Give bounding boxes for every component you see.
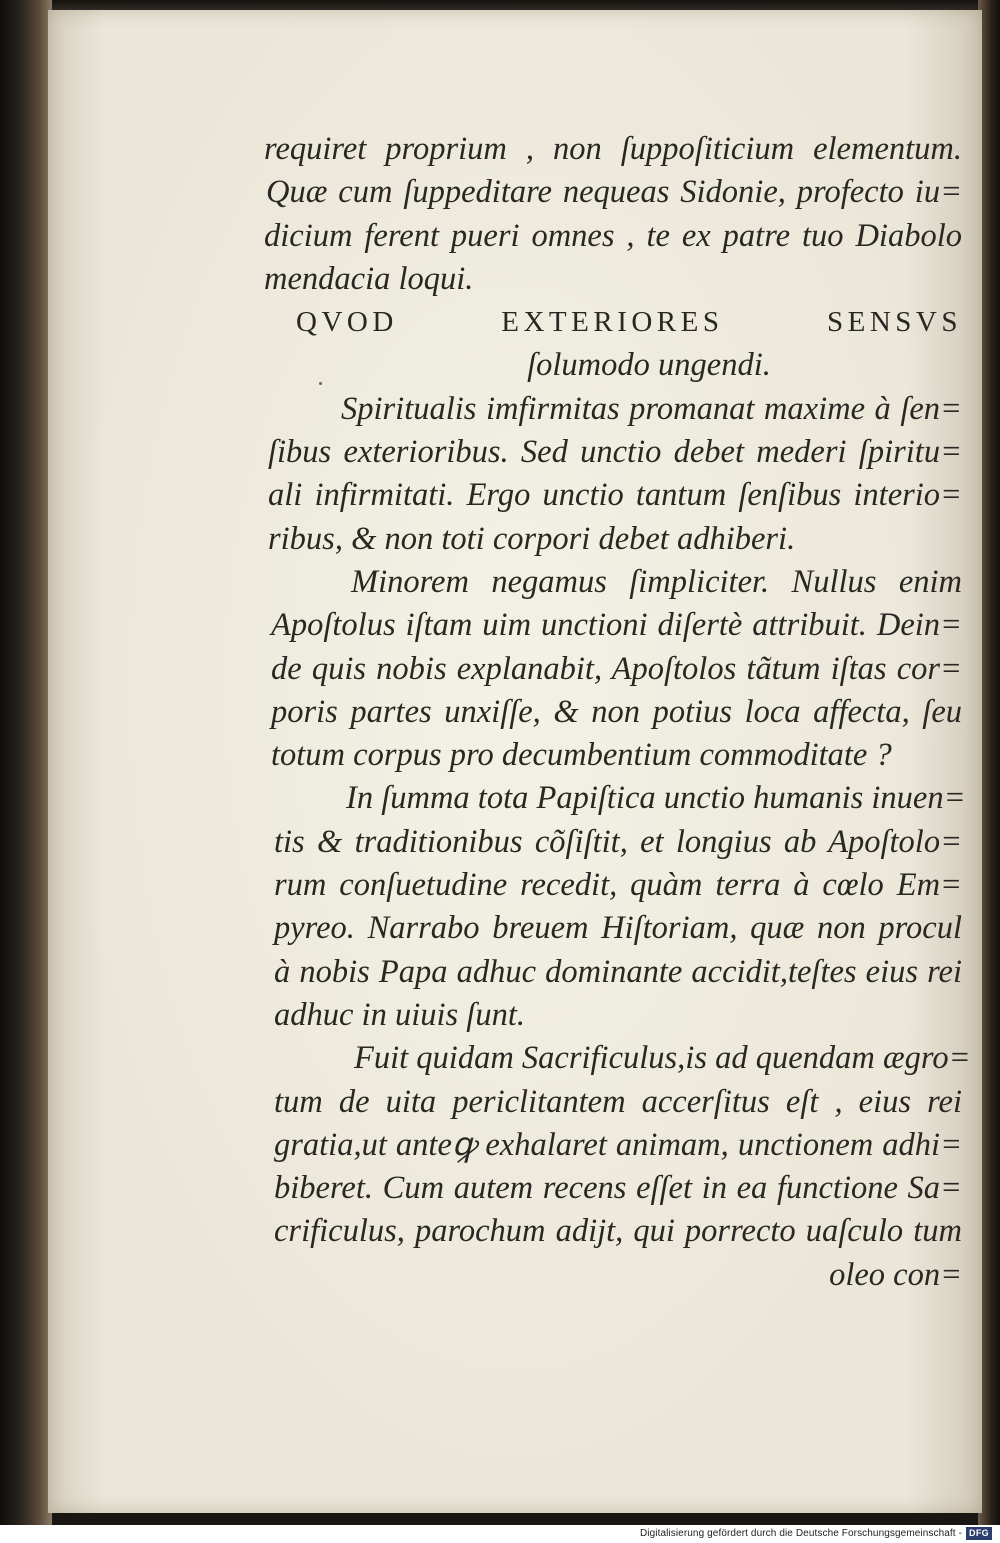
text-line: ſibus exterioribus. Sed unctio debet mederi ſpiritu= [268,434,962,471]
text-line: biberet. Cum autem recens eſſet in ea functione Sa= [274,1170,962,1207]
text-line: ribus, & non toti corpori debet adhiberi. [268,520,796,557]
text-line: ali infirmitati. Ergo unctio tantum ſenſibus interio= [268,477,962,514]
digitization-credit: Digitalisierung gefördert durch die Deutsche Forschungsgemeinschaft - [639,1528,962,1539]
text-line: mendacia loqui. [264,260,474,297]
text-line: dicium ferent pueri omnes , te ex patre tuo Diabolo [264,217,962,254]
page-text [216,128,971,1297]
text-line: rum conſuetudine recedit, quàm terra à cœlo Em= [274,867,962,904]
text-line: gratia,ut anteꝙ exhalaret animam, unctionem adhi= [274,1126,962,1163]
section-subheading: ſolumodo ungendi. [527,347,771,384]
text-line: Fuit quidam Sacrificulus,is ad quendam ægro= [354,1040,971,1077]
text-line: pyreo. Narrabo breuem Hiſtoriam, quæ non procul [274,910,962,947]
text-line: adhuc in uiuis ſunt. [274,996,525,1033]
text-line: de quis nobis explanabit, Apoſtolos tãtum iſtas cor= [271,650,962,687]
text-line: Quæ cum ſuppeditare nequeas Sidonie, profecto iu= [266,174,962,211]
catchword: oleo con= [829,1256,962,1293]
dfg-logo: DFG [966,1527,992,1540]
text-line: totum corpus pro decumbentium commoditate ? [271,737,892,774]
text-line: Minorem negamus ſimpliciter. Nullus enim [351,563,962,600]
section-heading: QVOD EXTERIORES SENSVS [296,306,962,339]
text-line: In ſumma tota Papiſtica unctio humanis inuen= [346,780,966,817]
text-line: Spiritualis imfirmitas promanat maxime à ſen= [341,390,962,427]
text-line: Apoſtolus iſtam uim unctioni diſertè attribuit. Dein= [271,607,962,644]
scan-border-left [0,0,52,1525]
text-line: crificulus, parochum adijt, qui porrecto uaſculo tum [274,1213,962,1250]
text-line: tum de uita periclitantem accerſitus eſt , eius rei [274,1083,962,1120]
text-line: requiret proprium , non ſuppoſiticium elementum. [264,131,962,167]
text-line: à nobis Papa adhuc dominante accidit,teſtes eius rei [274,953,962,990]
text-line: tis & traditionibus cõſiſtit, et longius ab Apoſtolo= [274,823,962,860]
text-line: poris partes unxiſſe, & non potius loca affecta, ſeu [271,693,962,730]
